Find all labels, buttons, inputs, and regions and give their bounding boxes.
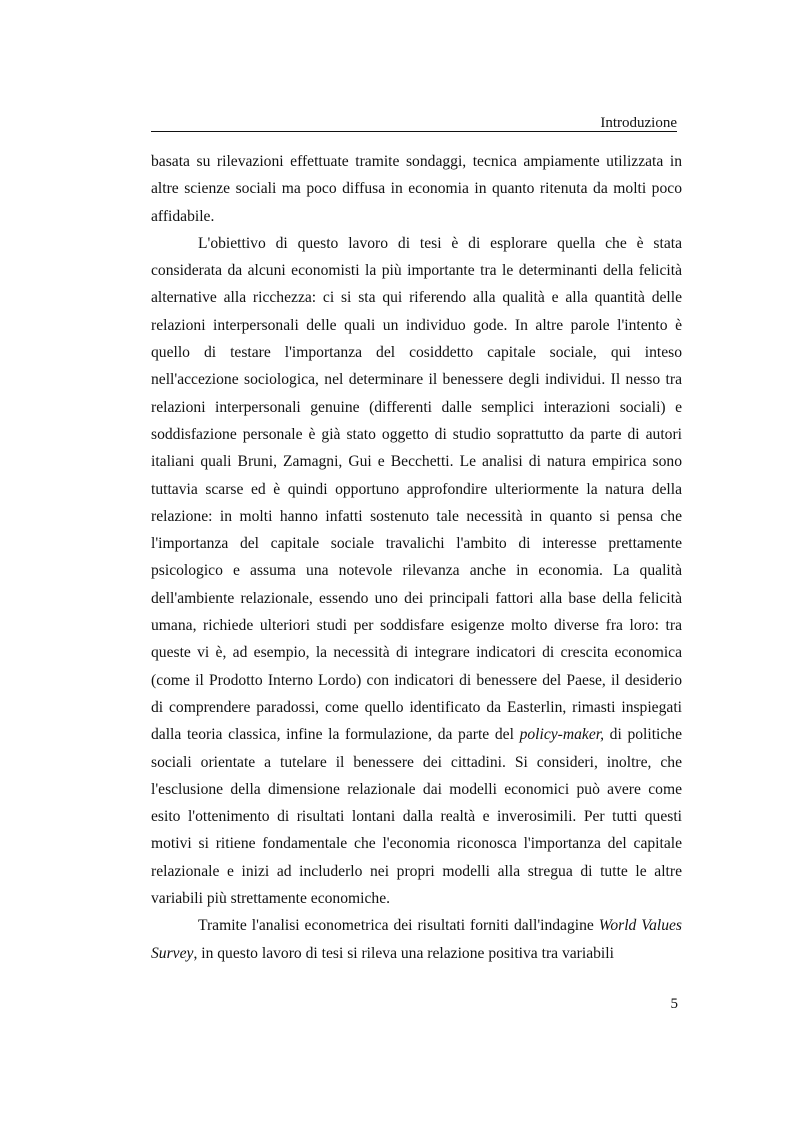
paragraph-3-italic: World Values Survey [151,917,683,962]
page-number: 5 [670,996,678,1012]
paragraph-2-text-after: di politiche sociali orientate a tutelare il benessere dei cittadini. Si consideri, inoltre, che l'esclusione della dimensione relazionale dai modelli economici può avere come esito l'ottenimento di risultati lontani dalla realtà e inverosimili. Per tutti questi motivi si ritiene fondamentale che l'economia riconosca l'importanza del capitale relazionale e inizi ad includerlo nei propri modelli alla stregua di tutte le altre variabili più strettamente economiche. [151,726,683,908]
body-text [151,148,682,967]
paragraph-1 [151,148,682,230]
paragraph-3-text: Tramite l'analisi econometrica dei risultati forniti dall'indagine [198,917,594,935]
paragraph-2 [151,230,682,912]
paragraph-2-text: L'obiettivo di questo lavoro di tesi è di esplorare quella che è stata considerata da alcuni economisti la più importante tra le determinanti della felicità alternative alla ricchezza: ci si sta qui riferendo alla qualità e alla quantità delle relazioni interpersonali delle quali un individuo gode. In altre parole l'intento è quello di testare l'importanza del cosiddetto capitale sociale, qui inteso nell'accezione sociologica, nel determinare il benessere degli individui. Il nesso tra relazioni interpersonali genuine (differenti dalle semplici interazioni sociali) e soddisfazione personale è già stato oggetto di studio soprattutto da parte di autori italiani quali Bruni, Zamagni, Gui e Becchetti. Le analisi di natura empirica sono tuttavia scarse ed è quindi opportuno approfondire ulteriormente la natura della relazione: in molti hanno infatti sostenuto tale necessità in quanto si pensa che l'importanza del capitale sociale travalichi l'ambito di interesse prettamente psicologico e assuma una notevole rilevanza anche in economia. La qualità dell'ambiente relazionale, essendo uno dei principali fattori alla base della felicità umana, richiede ulteriori studi per soddisfare esigenze molto diverse fra loro: tra queste vi è, ad esempio, la necessità di integrare indicatori di crescita economica (come il Prodotto Interno Lordo) con indicatori di benessere del Paese, il desiderio di comprendere paradossi, come quello identificato da Easterlin, rimasti inspiegati dalla teoria classica, infine la formulazione, da parte del [151,234,682,744]
paragraph-1-text: basata su rilevazioni effettuate tramite sondaggi, tecnica ampiamente utilizzata in altre scienze sociali ma poco diffusa in economia in quanto ritenuta da molti poco affidabile. [151,153,682,225]
paragraph-3-text-after: , in questo lavoro di tesi si rileva una relazione positiva tra variabili [193,944,614,962]
paragraph-3 [151,912,682,967]
paragraph-2-italic: policy-maker, [519,726,605,744]
page-header [151,114,677,132]
header-title: Introduzione [600,115,677,131]
